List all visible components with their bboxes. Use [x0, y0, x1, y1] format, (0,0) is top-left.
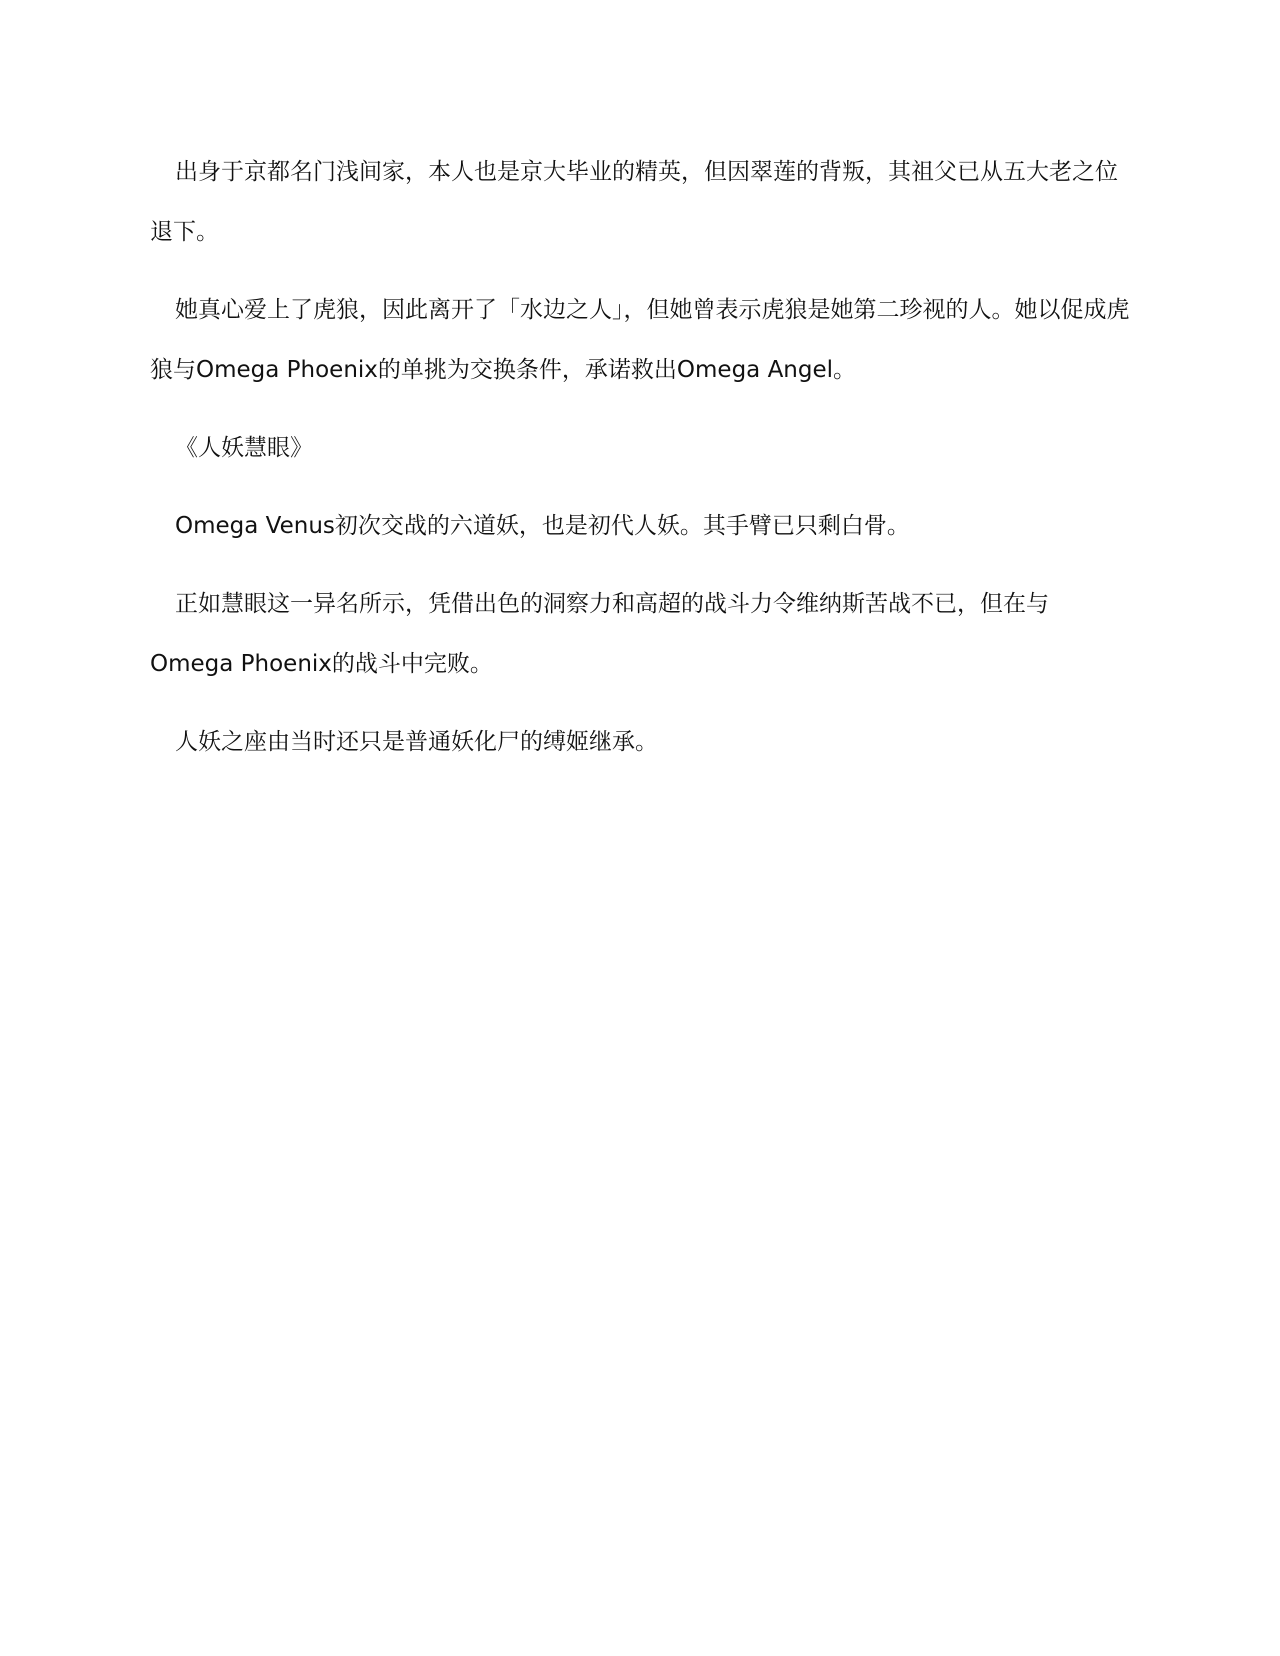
section-heading-keigan: 《人妖慧眼》 — [175, 435, 313, 461]
paragraph-asama-background: 出身于京都名门浅间家，本人也是京大毕业的精英，但因翠莲的背叛，其祖父已从五大老之位退下。 — [150, 159, 1118, 245]
paragraph-love-for-korou: 她真心爱上了虎狼，因此离开了「水边之人」，但她曾表示虎狼是她第二珍视的人。她以促成虎狼与Omega Phoenix的单挑为交换条件，承诺救出Omega Angel。 — [150, 297, 1130, 383]
document-page — [150, 142, 1130, 790]
paragraph-succession: 人妖之座由当时还只是普通妖化尸的缚姬继承。 — [175, 729, 658, 755]
paragraph-keigan-intro: Omega Venus初次交战的六道妖，也是初代人妖。其手臂已只剩白骨。 — [175, 513, 910, 539]
paragraph-keigan-battle: 正如慧眼这一异名所示，凭借出色的洞察力和高超的战斗力令维纳斯苦战不已，但在与Omega Phoenix的战斗中完败。 — [150, 591, 1049, 677]
